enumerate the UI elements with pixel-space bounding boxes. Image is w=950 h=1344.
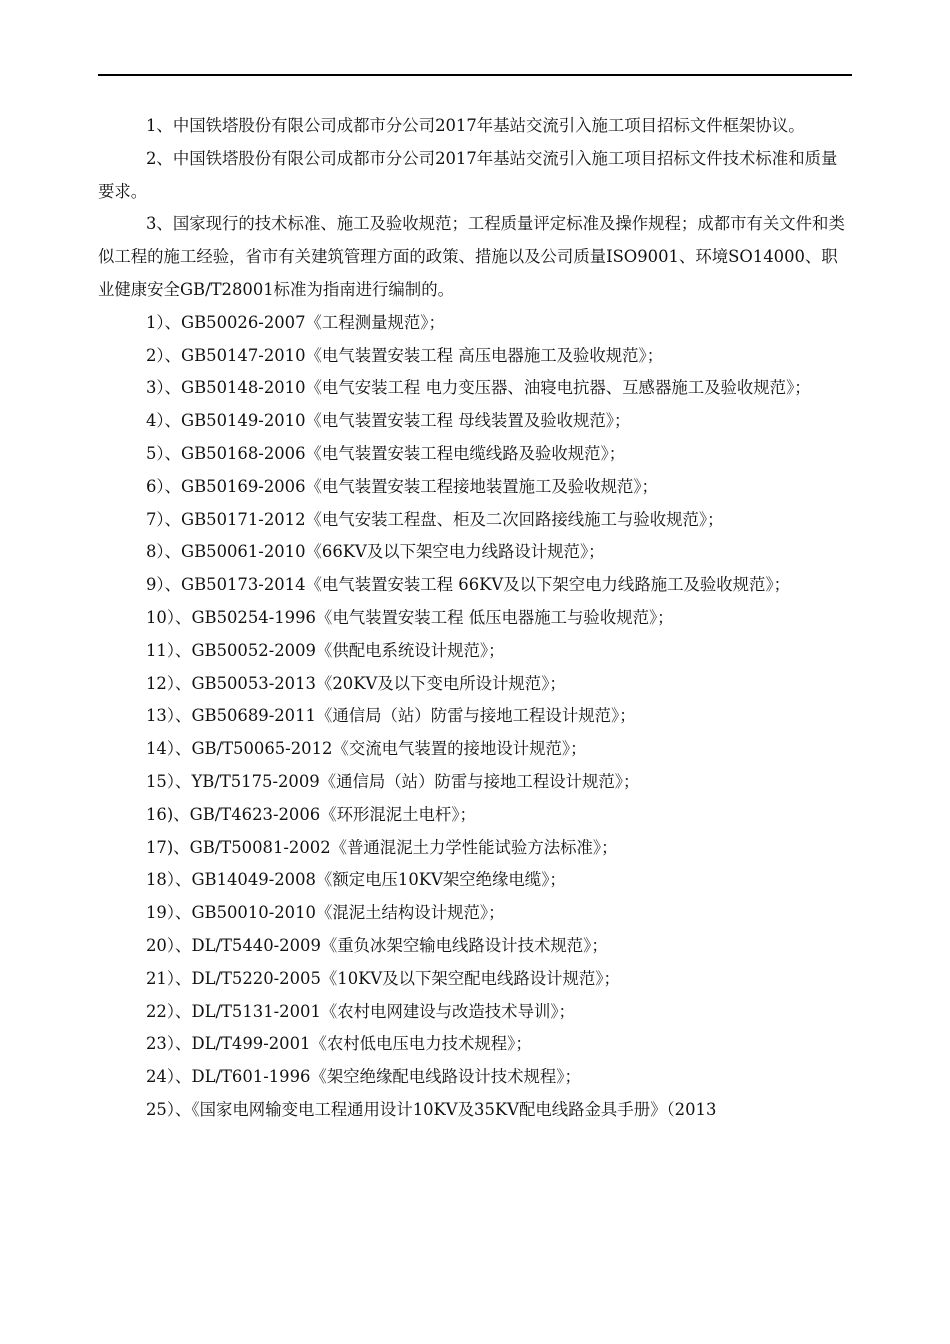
paragraph: 3、国家现行的技术标准、施工及验收规范；工程质量评定标准及操作规程；成都市有关文件和类似工程的施工经验，省市有关建筑管理方面的政策、措施以及公司质量ISO9001、环境SO14000、职业健康安全GB/T28001标准为指南进行编制的。 (98, 214, 845, 299)
list-item: 13）、GB50689-2011《通信局（站）防雷与接地工程设计规范》； (146, 706, 636, 726)
list-item: 11）、GB50052-2009《供配电系统设计规范》； (146, 640, 505, 660)
list-item: 25）、《国家电网输变电工程通用设计10KV及35KV配电线路金具手册》（2013 (146, 1099, 717, 1119)
list-item: 4）、GB50149-2010《电气装置安装工程 母线装置及验收规范》； (146, 411, 631, 431)
list-item: 7）、GB50171-2012《电气安装工程盘、柜及二次回路接线施工与验收规范》； (146, 509, 724, 529)
paragraph: 1、中国铁塔股份有限公司成都市分公司2017年基站交流引入施工项目招标文件框架协议。 (146, 116, 805, 135)
list-item: 10）、GB50254-1996《电气装置安装工程 低压电器施工与验收规范》； (146, 607, 674, 627)
list-item: 14）、GB/T50065-2012《交流电气装置的接地设计规范》； (146, 739, 587, 759)
list-item: 23）、DL/T499-2001《农村低电压电力技术规程》； (146, 1034, 532, 1054)
list-item: 5）、GB50168-2006《电气装置安装工程电缆线路及验收规范》； (146, 443, 626, 463)
list-item: 12）、GB50053-2013《20KV及以下变电所设计规范》； (146, 673, 566, 693)
paragraph: 2、中国铁塔股份有限公司成都市分公司2017年基站交流引入施工项目招标文件技术标准和质量要求。 (98, 148, 838, 201)
list-item: 1）、GB50026-2007《工程测量规范》； (146, 312, 445, 332)
list-item: 17)、GB/T50081-2002《普通混泥土力学性能试验方法标准》； (146, 837, 618, 857)
list-item: 22）、DL/T5131-2001《农村电网建设与改造技术导训》； (146, 1001, 575, 1021)
list-item: 21）、DL/T5220-2005《10KV及以下架空配电线路设计规范》； (146, 968, 620, 988)
list-item: 6）、GB50169-2006《电气装置安装工程接地装置施工及验收规范》； (146, 476, 658, 496)
list-item: 24）、DL/T601-1996《架空绝缘配电线路设计技术规程》； (146, 1067, 581, 1087)
list-item: 16)、GB/T4623-2006《环形混泥土电杆》； (146, 804, 476, 824)
header-rule (98, 74, 852, 76)
list-item: 15）、YB/T5175-2009《通信局（站）防雷与接地工程设计规范》； (146, 771, 640, 791)
list-item: 3）、GB50148-2010《电气安装工程 电力变压器、油寝电抗器、互感器施工及验收规范》； (146, 378, 811, 398)
list-item: 9）、GB50173-2014《电气装置安装工程 66KV及以下架空电力线路施工及验收规范》； (146, 575, 791, 595)
list-item: 19）、GB50010-2010《混泥土结构设计规范》； (146, 903, 505, 923)
list-item: 8）、GB50061-2010《66KV及以下架空电力线路设计规范》； (146, 542, 605, 562)
list-item: 2）、GB50147-2010《电气装置安装工程 高压电器施工及验收规范》； (146, 345, 664, 365)
list-item: 20）、DL/T5440-2009《重负冰架空输电线路设计技术规范》； (146, 935, 608, 955)
document-body (98, 110, 850, 1127)
list-item: 18）、GB14049-2008《额定电压10KV架空绝缘电缆》； (146, 870, 566, 890)
